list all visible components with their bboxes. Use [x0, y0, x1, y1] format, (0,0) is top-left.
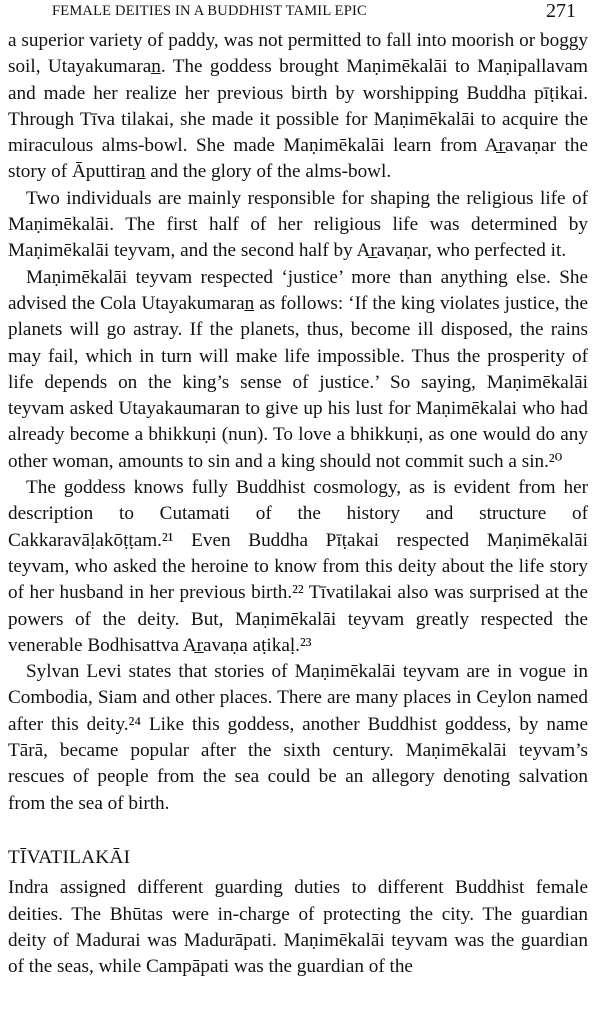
paragraph-1: a superior variety of paddy, was not permitted to fall into moorish or boggy soil, Utayakumaran̲. The goddess brought Maṇimēkalāi to Maṇipallavam and made her realize her previous birth by worshipping Buddha pīṭikai. Through Tīva tilakai, she made it possible for Maṇimēkalāi to acquire the miraculous alms-bowl. She made Maṇimēkalāi learn from Ar̲avaṇar the story of Āputtiran̲ and the glory of the alms-bowl. [8, 30, 588, 183]
body-text [8, 28, 588, 980]
paragraph-5: Sylvan Levi states that stories of Maṇimēkalāi teyvam are in vogue in Combodia, Siam and other places. There are many places in Ceylon named after this deity.²⁴ Like this goddess, another Buddhist goddess, by name Tārā, became popular after the sixth century. Maṇimēkalāi teyvam’s rescues of people from the sea could be an allegory denoting salvation from the sea of birth. [8, 661, 588, 814]
running-title: FEMALE DEITIES IN A BUDDHIST TAMIL EPIC [52, 3, 367, 19]
section-heading: TĪVATILAKĀI [8, 846, 131, 868]
running-head [0, 0, 600, 28]
paragraph-3: Maṇimēkalāi teyvam respected ‘justice’ more than anything else. She advised the Cola Utayakumaran̲ as follows: ‘If the king violates justice, the planets will go astray. If the planets, thus, become ill disposed, the rains may fail, which in turn will make life impossible. Thus the prosperity of life depends on the king’s sense of justice.’ So saying, Maṇimēkalāi teyvam asked Utayakaumaran to give up his lust for Maṇimēkalai who had already become a bhikkuṇi (nun). To love a bhikkuṇi, as one would do any other woman, amounts to sin and a king should not commit such a sin.²⁰ [8, 266, 588, 472]
page-number: 271 [546, 0, 576, 22]
section-paragraph-1: Indra assigned different guarding duties to different Buddhist female deities. The Bhūtas were in-charge of protecting the city. The guardian deity of Madurai was Madurāpati. Maṇimēkalāi teyvam was the guardian of the seas, while Campāpati was the guardian of the [8, 877, 588, 978]
paragraph-2: Two individuals are mainly responsible for shaping the religious life of Maṇimēkalāi. The first half of her religious life was determined by Maṇimēkalāi teyvam, and the second half by Ar̲avaṇar, who perfected it. [8, 187, 588, 262]
paragraph-4: The goddess knows fully Buddhist cosmology, as is evident from her description to Cutamati of the history and structure of Cakkaravāḷakōṭṭam.²¹ Even Buddha Pīṭakai respected Maṇimēkalāi teyvam, who asked the heroine to know from this deity about the life story of her husband in her previous birth.²² Tīvatilakai also was surprised at the powers of the deity. But, Maṇimēkalāi teyvam greatly respected the venerable Bodhisattva Ar̲avaṇa aṭikaḷ.²³ [8, 477, 588, 656]
